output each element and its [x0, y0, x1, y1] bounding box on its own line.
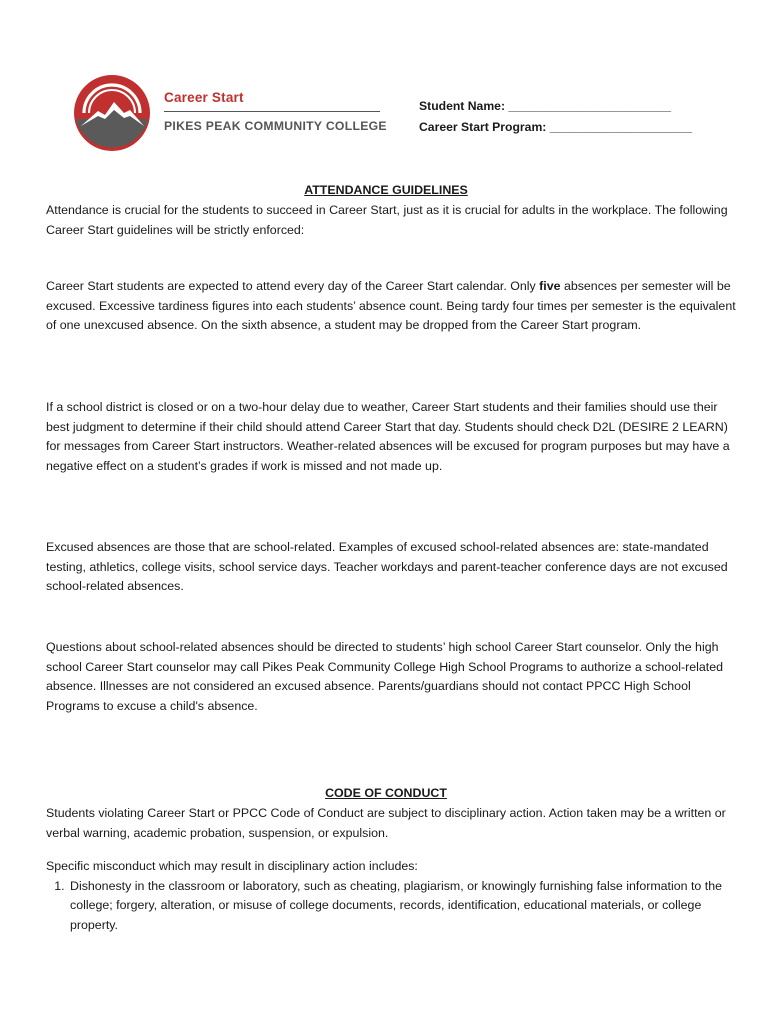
attendance-paragraph-3: Excused absences are those that are school-related. Examples of excused school-related absences are: state-mandated testing, athletics, college visits, school service days. Teacher workdays and parent-teacher conference days are not excused school-related absences.: [46, 540, 728, 593]
career-start-program-field[interactable]: Career Start Program: _____________________: [419, 120, 693, 134]
conduct-intro: Students violating Career Start or PPCC Code of Conduct are subject to disciplinary action. Action taken may be a written or verbal warning, academic probation, suspension, or expulsion.: [46, 806, 726, 840]
logo-program-name: Career Start: [164, 90, 244, 105]
attendance-paragraph-1: Career Start students are expected to attend every day of the Career Start calendar. Only five absences per semester will be excused. Excessive tardiness figures into each students’ absence count. Being tardy four times per semester is the equivalent of one unexcused absence. On the sixth absence, a student may be dropped from the Career Start program.: [46, 279, 736, 332]
misconduct-list-intro: Specific misconduct which may result in disciplinary action includes:: [46, 859, 418, 873]
conduct-heading: CODE OF CONDUCT: [325, 786, 447, 800]
mountain-logo-icon: [72, 72, 154, 154]
student-name-field[interactable]: Student Name: ________________________: [419, 99, 672, 113]
five-emphasis: five: [539, 279, 561, 293]
logo-college-name: PIKES PEAK COMMUNITY COLLEGE: [164, 119, 387, 133]
attendance-heading: ATTENDANCE GUIDELINES: [304, 183, 468, 197]
logo-divider: [164, 111, 380, 112]
misconduct-list: [46, 877, 736, 936]
list-item: 1. Dishonesty in the classroom or laboratory, such as cheating, plagiarism, or knowingly furnishing false information to the college; forgery, alteration, or misuse of college documents, records, identification, educational materials, or college property.: [68, 877, 736, 936]
attendance-paragraph-4: Questions about school-related absences should be directed to students’ high school Career Start counselor. Only the high school Career Start counselor may call Pikes Peak Community College High School Programs to authorize a school-related absence. Illnesses are not considered an excused absence. Parents/guardians should not contact PPCC High School Programs to excuse a child's absence.: [46, 640, 723, 713]
college-logo: [72, 72, 392, 154]
attendance-intro: Attendance is crucial for the students to succeed in Career Start, just as it is crucial for adults in the workplace. The following Career Start guidelines will be strictly enforced:: [46, 203, 728, 237]
misconduct-section: [46, 857, 736, 935]
student-info-fields: [419, 96, 692, 138]
attendance-paragraph-2: If a school district is closed or on a two-hour delay due to weather, Career Start students and their families should use their best judgment to determine if their child should attend Career Start that day. Students should check D2L (DESIRE 2 LEARN) for messages from Career Start instructors. Weather-related absences will be excused for program purposes but may have a negative effect on a student’s grades if work is missed and not made up.: [46, 400, 730, 473]
